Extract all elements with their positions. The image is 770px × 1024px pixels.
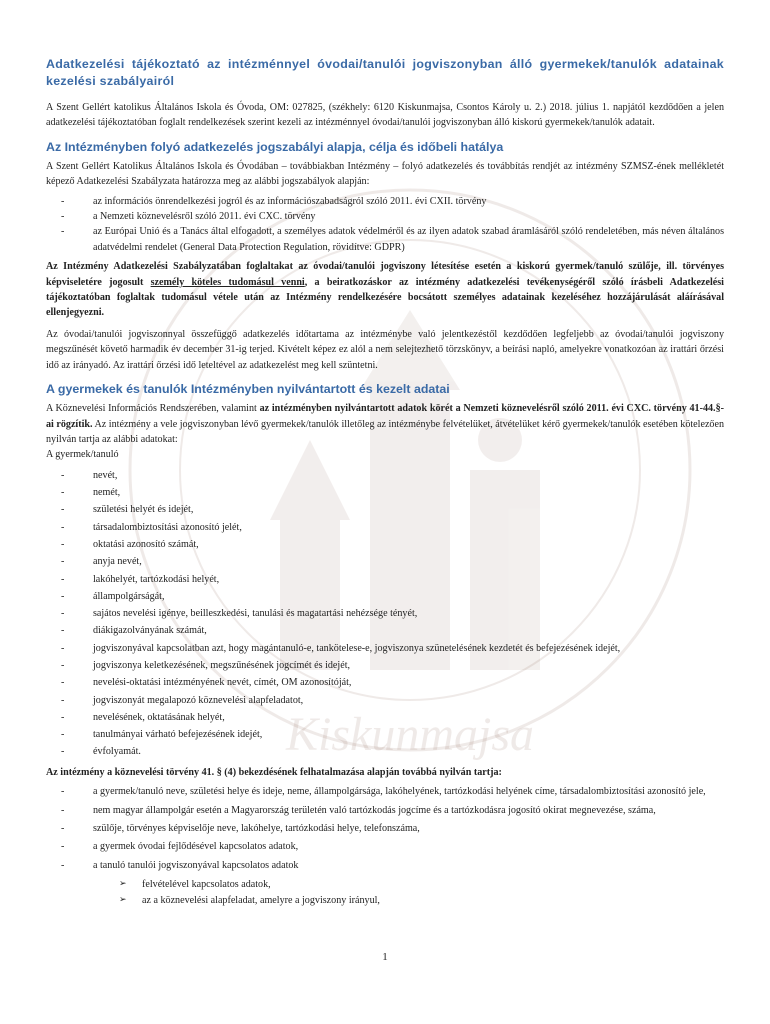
child-data-item: - jogviszonya keletkezésének, megszűnésének jogcímét és idejét,	[46, 657, 724, 674]
extra-data-item: - nem magyar állampolgár esetén a Magyarország területén való tartózkodás jogcíme és a tartózkodásra jogosító okirat megnevezése, száma,	[46, 803, 724, 818]
child-data-item: - nevelésének, oktatásának helyét,	[46, 709, 724, 726]
consent-paragraph	[46, 259, 724, 321]
extra-data-item: - a gyermek óvodai fejlődésével kapcsolatos adatok,	[46, 839, 724, 854]
extra-data-item: - a tanuló tanulói jogviszonyával kapcsolatos adatok	[46, 858, 724, 873]
section3-heading	[46, 765, 724, 780]
law-item: - az információs önrendelkezési jogról és az információszabadságról szóló 2011. évi CXII. törvény	[46, 194, 724, 209]
sub-item: ➢ az a köznevelési alapfeladat, amelyre a jogviszony irányul,	[119, 893, 724, 908]
consent-text-underlined: személy köteles tudomásul venni	[150, 276, 305, 288]
child-data-item: - jogviszonyát megalapozó köznevelési alapfeladatot,	[46, 692, 724, 709]
intro-paragraph: A Szent Gellért katolikus Általános Iskola és Óvoda, OM: 027825, (székhely: 6120 Kiskunmajsa, Csontos Károly u. 2.) 2018. július 1. napjától kezdődően a jelen adatkezelési tájékoztatóban foglalt rendelkezések szerint kezeli az intézménnyel óvodai/tanulói jogviszonyban álló kiskorú gyermekek/tanulók adatait.	[46, 102, 724, 129]
section2-text-a: A Köznevelési Információs Rendszerében, valamint	[46, 403, 260, 415]
page-number: 1	[382, 951, 388, 963]
section2-text-bold: az intézményben nyilvántartott adatok körét a Nemzeti köznevelésről szóló 2011. évi CXC. törvény 41-44.§-ai rögzítik.	[46, 403, 724, 430]
child-data-item: - nevelési-oktatási intézményének nevét, címét, OM azonosítóját,	[46, 674, 724, 691]
child-data-item: - tanulmányai várható befejezésének idejét,	[46, 726, 724, 743]
section2-heading: A gyermekek és tanulók Intézményben nyilvántartott és kezelt adatai	[46, 382, 450, 397]
child-data-item: - nevét,	[46, 467, 724, 484]
child-data-item: - lakóhelyét, tartózkodási helyét,	[46, 571, 724, 588]
child-data-item: - évfolyamát.	[46, 743, 724, 760]
sub-item: ➢ felvételével kapcsolatos adatok,	[119, 877, 724, 892]
section3-heading-text: Az intézmény a köznevelési törvény 41. § (4) bekezdésének felhatalmazása alapján továbbá nyilván tartja:	[46, 766, 502, 778]
extra-data-item: - szülője, törvényes képviselője neve, lakóhelye, tartózkodási helye, telefonszáma,	[46, 821, 724, 836]
laws-list	[46, 194, 724, 256]
child-data-item: - anyja nevét,	[46, 553, 724, 570]
child-data-item: - oktatási azonosító számát,	[46, 536, 724, 553]
consent-text-a: Az Intézmény Adatkezelési Szabályzatában foglaltakat az óvodai/tanulói jogviszony létesítése esetén a kiskorú gyermek/tanuló szülője, ill. törvényes képviseletére jogosult	[46, 261, 724, 288]
child-data-item: - diákigazolványának számát,	[46, 622, 724, 639]
law-item: - a Nemzeti köznevelésről szóló 2011. évi CXC. törvény	[46, 209, 724, 224]
child-data-item: - állampolgárságát,	[46, 588, 724, 605]
child-data-item: - jogviszonyával kapcsolatban azt, hogy magántanuló-e, tankötelese-e, jogviszonya szünetelésének kezdetét és befejezésének idejét,	[46, 640, 724, 657]
child-data-item: - nemét,	[46, 484, 724, 501]
section1-paragraph: A Szent Gellért Katolikus Általános Iskola és Óvodában – továbbiakban Intézmény – folyó adatkezelés és továbbítás rendjét az intézmény SZMSZ-ének mellékletét képező Adatkezelési Szabályzata határozza meg az alábbi jogszabályok alapján:	[46, 160, 724, 188]
section2-paragraph	[46, 401, 724, 447]
sub-item-list	[46, 877, 724, 908]
child-data-item: - születési helyét és idejét,	[46, 501, 724, 518]
extra-data-item: - a gyermek/tanuló neve, születési helye és ideje, neme, állampolgársága, lakóhelyének, tartózkodási helyének címe, társadalombiztosítási azonosító jele,	[46, 784, 724, 799]
document-title: Adatkezelési tájékoztató az intézménnyel óvodai/tanulói jogviszonyban álló gyermekek/tanulók adatainak kezelési szabályairól	[46, 57, 724, 88]
extra-data-list	[46, 784, 724, 873]
section2-text-c: Az intézmény a vele jogviszonyban lévő gyermekek/tanulók illetőleg az intézménybe felvételüket, átvételüket kérő gyermekek/tanulók esetében kötelezően nyilván tartja az alábbi adatokat:	[46, 418, 725, 445]
section1-heading: Az Intézményben folyó adatkezelés jogszabályi alapja, célja és időbeli hatálya	[46, 139, 504, 154]
svg-text:Kiskunmajsa: Kiskunmajsa	[285, 708, 535, 761]
retention-paragraph: Az óvodai/tanulói jogviszonnyal összefüggő adatkezelés időtartama az intézménybe való jelentkezéstől kezdődően legfeljebb az óvodai/tanulói jogviszony megszűnését követő harmadik év december 31-ig terjed. Kivételt képez ez alól a nem selejtezhető törzskönyv, a beírási napló, amelyekre vonatkozóan az irattári őrzési idő az irányadó. Az irattári őrzési idő leteltével az adatkezelést meg kell szüntetni.	[46, 328, 724, 371]
child-data-list	[46, 467, 724, 761]
child-label: A gyermek/tanuló	[46, 449, 119, 461]
child-data-item: - társadalombiztosítási azonosító jelét,	[46, 519, 724, 536]
child-data-item: - sajátos nevelési igénye, beilleszkedési, tanulási és magatartási nehézsége tényét,	[46, 605, 724, 622]
consent-text-b: , a beiratkozáskor az intézmény adatkezelési tevékenységéről szóló írásbeli Adatkezelési tájékoztatóban foglaltak tudomásul vétele után az Intézmény rendelkezésére bocsátott személyes adatainak kezeléséhez hozzájárulását aláírásával ellenjegyezni.	[46, 276, 724, 319]
document-page	[46, 56, 724, 908]
law-item: - az Európai Unió és a Tanács által elfogadott, a személyes adatok védelméről és az ilyen adatok szabad áramlásáról szóló rendeletében, más néven általános adatvédelmi rendelet (General Data Protection Regulation, rövidítve: GDPR)	[46, 224, 724, 255]
